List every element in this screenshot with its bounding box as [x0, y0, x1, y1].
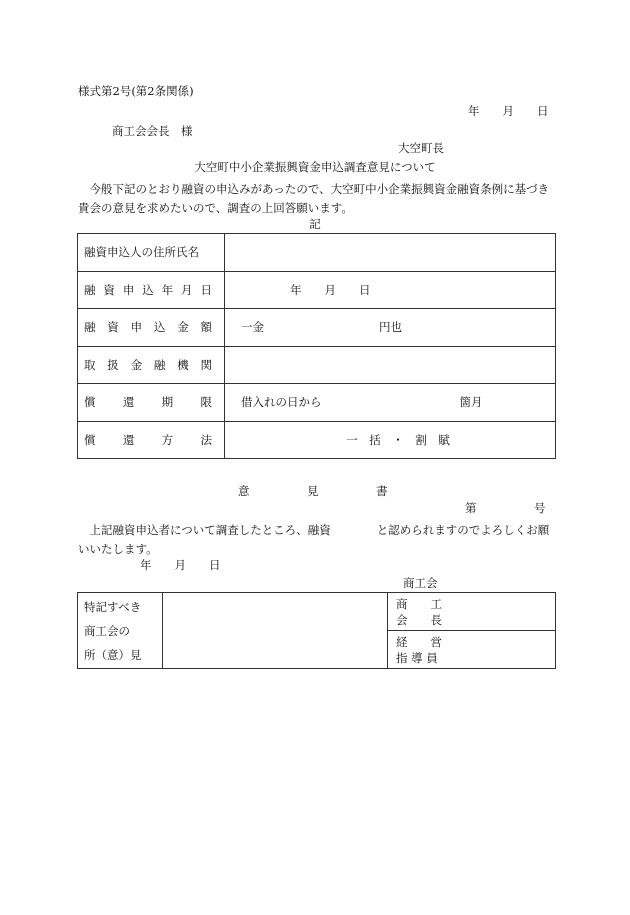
row-label-text: 融 資 申 込 年 月 日 [84, 282, 212, 297]
request-body: 今般下記のとおり融資の申込みがあったので、大空町中小企業振興資金融資条例に基づき貴会の意見を求めたいので、調査の上回答願います。 [78, 182, 550, 215]
loan-info-table [77, 233, 556, 459]
special-opinion-field[interactable] [163, 593, 388, 669]
table-row [78, 234, 556, 272]
row-label-text: 融 資 申 込 金 額 [84, 320, 212, 335]
row-label-text: 取 扱 金 融 機 関 [84, 357, 212, 372]
opinion-date-line: 年 月 日 [140, 558, 221, 572]
row-label-text: 融資申込人の住所氏名 [84, 245, 199, 260]
advisor-label-2: 指 導 員 [396, 650, 438, 665]
row-label-text: 償 還 期 限 [84, 395, 212, 410]
shokokai-label: 商工会 [403, 576, 438, 590]
chairman-label-1: 商 工 [396, 596, 442, 611]
row-label [78, 421, 225, 459]
advisor-label-1: 経 営 [396, 634, 442, 649]
sender: 大空町長 [398, 141, 444, 155]
row-label [78, 384, 225, 422]
table-row [78, 271, 556, 309]
row-value[interactable] [225, 346, 556, 384]
advisor-seal-cell[interactable] [388, 631, 556, 669]
chairman-seal-cell[interactable] [388, 593, 556, 631]
opinion-body: 上記融資申込者について調査したところ、融資 と認められますのでよろしくお願いいたします。 [78, 523, 550, 556]
special-opinion-label-2: 商工会の [84, 623, 130, 638]
document-title: 大空町中小企業振興資金申込調査意見について [194, 160, 436, 174]
opinion-number-line: 第 号 [465, 501, 546, 515]
row-label [78, 346, 225, 384]
table-row [78, 421, 556, 459]
opinion-table [77, 592, 556, 669]
row-label-text: 償 還 方 法 [84, 432, 212, 447]
row-label [78, 234, 225, 272]
ki-marker: 記 [309, 217, 321, 231]
date-line-top: 年 月 日 [468, 104, 549, 118]
row-label [78, 309, 225, 347]
row-value[interactable]: 一 括 ・ 割 賦 [225, 421, 556, 459]
row-value[interactable]: 借入れの日から 箇月 [225, 384, 556, 422]
table-row [78, 384, 556, 422]
special-opinion-label-3: 所（意）見 [84, 647, 142, 662]
special-opinion-label-cell [78, 593, 163, 669]
special-opinion-label-1: 特記すべき [84, 599, 142, 614]
opinion-heading: 意 見 書 [238, 484, 388, 498]
row-value[interactable] [225, 234, 556, 272]
form-number: 様式第2号(第2条関係) [78, 84, 194, 98]
chairman-label-2: 会 長 [396, 612, 442, 627]
row-value[interactable]: 一金 円也 [225, 309, 556, 347]
table-row [78, 346, 556, 384]
addressee: 商工会会長 様 [112, 124, 193, 138]
table-row [78, 309, 556, 347]
row-value[interactable]: 年 月 日 [225, 271, 556, 309]
row-label [78, 271, 225, 309]
